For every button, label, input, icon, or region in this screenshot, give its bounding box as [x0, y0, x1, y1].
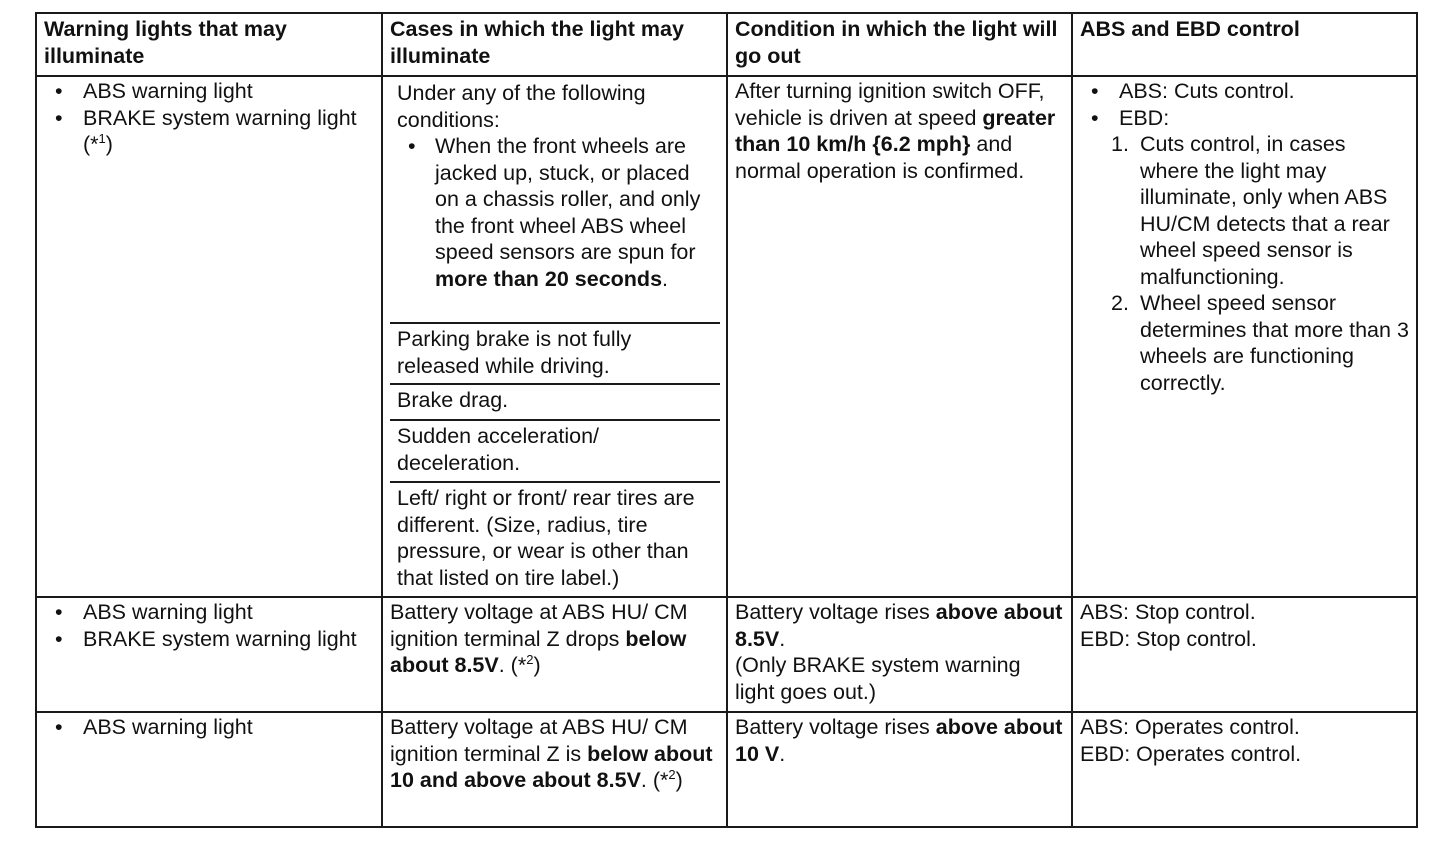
row2-warning-lights	[36, 597, 382, 712]
footnote-ref: (*$^1$)	[83, 131, 113, 156]
list-item: • BRAKE system warning light	[44, 626, 375, 653]
header-abs-ebd-control: ABS and EBD control	[1072, 13, 1417, 76]
row2-control: ABS: Stop control. EBD: Stop control.	[1072, 597, 1417, 712]
list-item: • ABS warning light	[44, 78, 375, 105]
header-cases: Cases in which the light may illuminate	[382, 13, 727, 76]
row1-condition-out: After turning ignition switch OFF, vehicle is driven at speed greater than 10 km/h {6.2 mph} and normal operation is confirmed.	[727, 76, 1072, 597]
warning-light-list	[44, 714, 375, 741]
row3-cases: Battery voltage at ABS HU/ CM ignition terminal Z is below about 10 and above about 8.5V. (*$^2$)	[382, 712, 727, 827]
case-block: Parking brake is not fully released while driving.	[390, 322, 720, 383]
table-row	[36, 76, 1417, 597]
list-item: • ABS warning light	[44, 599, 375, 626]
row1-warning-lights	[36, 76, 382, 597]
warning-light-document	[35, 12, 1416, 828]
row1-cases	[382, 76, 727, 597]
case-condition-list	[397, 133, 714, 292]
table-row	[36, 597, 1417, 712]
list-item: • EBD:	[1080, 105, 1410, 132]
header-condition-out: Condition in which the light will go out	[727, 13, 1072, 76]
header-row	[36, 13, 1417, 76]
row3-control: ABS: Operates control. EBD: Operates control.	[1072, 712, 1417, 827]
row1-control	[1072, 76, 1417, 597]
row3-condition-out: Battery voltage rises above about 10 V.	[727, 712, 1072, 827]
table-row	[36, 712, 1417, 827]
case-block: Left/ right or front/ rear tires are different. (Size, radius, tire pressure, or wear is other than that listed on tire label.)	[390, 481, 720, 594]
case-block: Under any of the following conditions: • When the front wheels are jacked up, stuck, or placed on a chassis roller, and only the front wheel ABS wheel speed sensors are spun for more than 20 seconds.	[390, 78, 720, 322]
control-list	[1080, 78, 1410, 131]
list-item: 2. Wheel speed sensor determines that more than 3 wheels are functioning correctly.	[1111, 291, 1409, 395]
row2-cases: Battery voltage at ABS HU/ CM ignition terminal Z drops below about 8.5V. (*$^2$)	[382, 597, 727, 712]
ebd-numbered-list	[1080, 131, 1410, 396]
warning-light-list	[44, 599, 375, 652]
warning-light-list	[44, 78, 375, 158]
list-item: • When the front wheels are jacked up, stuck, or placed on a chassis roller, and only the front wheel ABS wheel speed sensors are spun for more than 20 seconds.	[397, 133, 714, 292]
warning-light-table	[35, 12, 1418, 828]
list-item: 1. Cuts control, in cases where the light may illuminate, only when ABS HU/CM detects that a rear wheel speed sensor is malfunctioning.	[1111, 132, 1390, 289]
header-warning-lights: Warning lights that may illuminate	[36, 13, 382, 76]
list-item: • ABS warning light	[44, 714, 375, 741]
row3-warning-lights	[36, 712, 382, 827]
case-block: Brake drag.	[390, 383, 720, 419]
row2-condition-out: Battery voltage rises above about 8.5V. (Only BRAKE system warning light goes out.)	[727, 597, 1072, 712]
list-item: • BRAKE system warning light (*$^1$)	[44, 105, 375, 158]
case-block: Sudden acceleration/ deceleration.	[390, 419, 720, 481]
list-item: • ABS: Cuts control.	[1080, 78, 1410, 105]
